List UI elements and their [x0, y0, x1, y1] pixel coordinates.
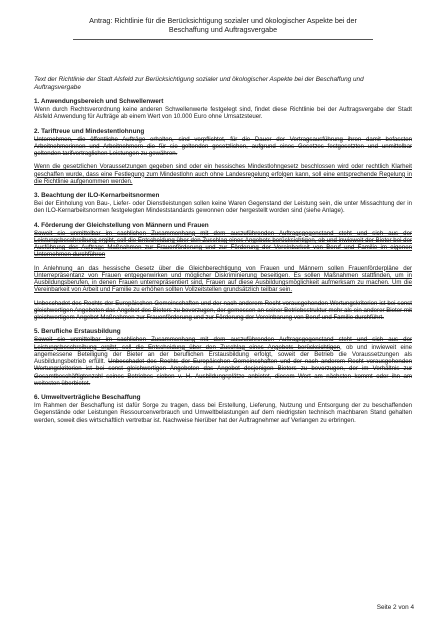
page-number: Seite 2 von 4	[376, 604, 414, 611]
section-paragraph: Wenn durch Rechtsverordnung keine anderen Schwellenwerte festgelegt sind, findet diese Richtlinie bei der Auftragsvergabe der Stadt Alsfeld Anwendung für Aufträge ab einem Wert von 10.000 Euro ohne Umsatzsteuer.	[34, 106, 412, 121]
sections-container	[34, 98, 412, 424]
section-2	[34, 128, 412, 186]
paragraph-segment: Unbeschadet des Rechts der Europäischen Gemeinschaften und der nach anderem Recht vorausgehenden Wertungskriterien ist bei sonst gleichwertigen Angeboten das Angebot desjenigen Bieters zu bevorzugen, der im Verhältnis zur Gesamtbeschäftigtenzahl seines Betriebes sieben v. H. Ausbildungsplätze anbietet, diesem Wert am nächsten kommt oder ihn am weitesten überbietet.	[34, 358, 412, 387]
section-paragraph: Unternehmen, die öffentliche Aufträge erhalten, sind verpflichtet, für die Dauer der Vertragsausführung ihren damit befassten Arbeitnehmerinnen und Arbeitnehmern die für sie geltenden gesetzlichen, aufgrund eines Gesetzes festgesetzten und unmittelbar geltenden tarifvertraglichen Leistungen zu gewähren.	[34, 135, 412, 158]
section-4	[34, 222, 412, 322]
header-divider	[73, 39, 373, 40]
header-title-line-2: Beschaffung und Auftragsvergabe	[168, 25, 278, 34]
section-paragraph: Wenn die gesetzlichen Voraussetzungen gegeben sind oder ein hessisches Mindestlohngesetz beschlossen wird oder rechtlich Klarheit geschaffen wurde, dass eine Festlegung zum Mindestlohn auch ohne Landesregelung erfolgen kann, soll eine entsprechende Regelung in die Richtlinie aufgenommen werden.	[34, 163, 412, 185]
paragraph-segment: Soweit sie unmittelbar im sachlichen Zusammenhang mit dem auszuführenden Auftragsgegenstand steht und sich aus der Leistungsbeschreibung ergibt, soll die Entscheidung über den Zuschlag eines Angebots berücksichtigen	[34, 336, 412, 351]
section-1	[34, 98, 412, 121]
section-paragraph: Im Rahmen der Beschaffung ist dafür Sorge zu tragen, dass bei Erstellung, Lieferung, Nutzung und Entsorgung der zu beschaffenden Gegenstände oder Leistungen Ressourcenverbrauch und Umweltbelastungen auf dem niedrigsten technisch machbaren Stand gehalten werden, soweit dies wirtschaftlich vertretbar ist. Nachweise hierüber hat der Auftragnehmer auf Verlangen zu erbringen.	[34, 402, 412, 424]
section-paragraph: In Anlehnung an das hessische Gesetz über die Gleichberechtigung von Frauen und Männern sollen Frauenförderpläne der Unterrepräsentanz von Frauen entgegenwirken und möglicher Diskriminierung beseitigen. Es sollen Maßnahmen stattfinden, um in Ausbildungsberufen, in denen Frauen unterrepräsentiert sind, Frauen auf diese Ausbildungsmöglichkeit aufmerksam zu machen. Um die Vereinbarkeit von Arbeit und Familie zu erhöhen sollten Vollzeitstellen grundsätzlich teilbar sein.	[34, 264, 412, 294]
section-title: 2. Tariftreue und Mindestentlohnung	[34, 127, 145, 135]
section-title: 4. Förderung der Gleichstellung von Männern und Frauen	[34, 221, 209, 229]
section-paragraph: Unbeschadet des Rechts der Europäischen Gemeinschaften und der nach anderem Recht vorausgehenden Wertungskriterien ist bei sonst gleichwertigen Angeboten das Angebot des Bieters zu bevorzugen, der gemessen an seiner Betriebsstruktur mehr als ein anderer Bieter mit gleichwertigem Angebot Maßnahmen zur Frauenförderung und zur Förderung der Vereinbarung von Beruf und Familie durchführt.	[34, 299, 412, 322]
section-5	[34, 328, 412, 387]
section-paragraph	[34, 336, 412, 387]
intro-text: Text der Richtlinie der Stadt Alsfeld zur Berücksichtigung sozialer und ökologischer Aspekte bei der Beschaffung und Auftragsvergabe	[34, 76, 364, 91]
document-header	[34, 16, 412, 34]
section-title: 6. Umweltverträgliche Beschaffung	[34, 394, 141, 402]
section-6	[34, 394, 412, 424]
paragraph-segment: , ob und inwieweit eine angemessene Beteiligung der Bieter an der beruflichen Erstausbildung erfolgt, soweit der Betrieb die Voraussetzungen als Ausbildungsbetrieb erfüllt.	[34, 343, 412, 366]
section-3	[34, 192, 412, 215]
section-title: 3. Beachtung der ILO-Kernarbeitsnormen	[34, 192, 160, 200]
section-title: 5. Berufliche Erstausbildung	[34, 328, 121, 336]
section-title: 1. Anwendungsbereich und Schwellenwert	[34, 98, 164, 106]
section-paragraph: Bei der Einholung von Bau-, Liefer- oder Dienstleistungen sollen keine Waren Gegenstand der Leistung sein, die unter Missachtung der in den ILO-Kernarbeitsnormen festgelegten Mindeststandards gewonnen oder hergestellt worden sind (siehe Anlage).	[34, 200, 412, 215]
section-paragraph: Soweit sie unmittelbar im sachlichen Zusammenhang mit dem auszuführenden Auftragsgegenstand steht und sich aus der Leistungsbeschreibung ergibt, soll die Entscheidung über den Zuschlag eines Angebots berücksichtigen, ob und inwieweit der Bieter bei der Ausführung des Auftrags Maßnahmen zur Frauenförderung und zur Förderung der Vereinbarkeit von Beruf und Familie im eigenen Unternehmen durchführen	[34, 229, 412, 259]
header-title-line-1: Antrag: Richtlinie für die Berücksichtigung sozialer und ökologischer Aspekte bei der	[89, 16, 357, 25]
